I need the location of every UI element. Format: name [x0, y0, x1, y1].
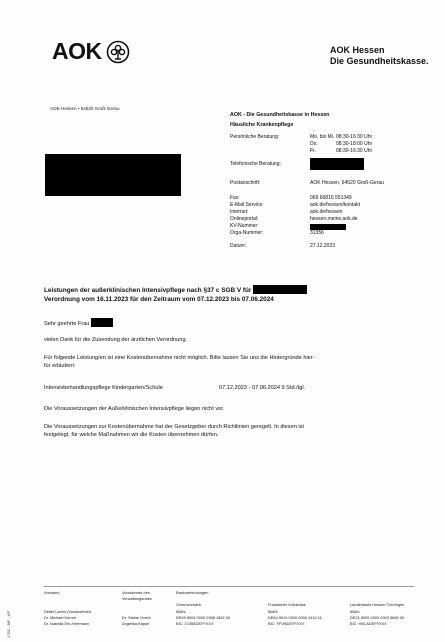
logo-text: AOK [52, 38, 102, 64]
orga-value: 31356 [310, 230, 324, 236]
portal-value: hessen.meine.aok.de [310, 216, 358, 222]
footer-bank-2 [268, 590, 322, 627]
board-member: Detlef Lamm (Vorsitzender) [44, 608, 92, 614]
sender-line: AOK Hessen • 64520 Groß-Gerau [50, 106, 120, 111]
brand-name: AOK Hessen [330, 45, 385, 55]
hours-day: Fr. [310, 148, 316, 154]
board-label: Vorstand [44, 590, 60, 595]
contact-info-block [230, 112, 384, 250]
thanks-paragraph: vielen Dank für die Zusendung der ärztlichen Verordnung. [44, 337, 188, 343]
kv-label: KV-Nummer: [230, 223, 259, 229]
postal-value: AOK Hessen, 64520 Groß-Gerau [310, 180, 384, 186]
hours-time: 08:30-16:30 Uhr [336, 148, 373, 154]
council-label: Verwaltungsrates [122, 596, 152, 602]
conditions-paragraph: Die Voraussetzungen der Außerklinischen Intensivpflege liegen nicht vor. [44, 406, 225, 412]
iban-value: DE84 5019 0000 0000 1410 11 [268, 614, 322, 620]
date-value: 27.12.2023 [310, 243, 336, 249]
subject-block [44, 285, 307, 304]
redacted-patient-name [253, 285, 307, 294]
iban-label: IBAN: [350, 608, 361, 614]
hours-line [310, 148, 372, 155]
service-line [44, 384, 414, 392]
bic-value: BIC: COBADEFFXXX [176, 621, 214, 627]
email-value: aok.de/hessen/kontakt [310, 202, 361, 208]
org-name: AOK - Die Gesundheitskasse in Hessen [230, 112, 330, 118]
guidelines-line-2: festgelegt, für welche Maßnahmen wir die Kosten übernehmen dürfen. [44, 432, 219, 438]
department-name: Häusliche Krankenpflege [230, 122, 294, 128]
side-reference-code: YJ32 - MF - AP [6, 610, 11, 638]
hours-label: Persönliche Beratung: [230, 134, 280, 140]
refusal-line-2: für erläutern: [44, 363, 76, 369]
email-label: E-Mail Service: [230, 202, 264, 208]
bank-name: Frankfurter Volksbank [268, 602, 306, 608]
fax-label: Fax: [230, 195, 240, 201]
hours-day: Mo. bis Mi. [310, 134, 335, 140]
footer-council [122, 590, 152, 627]
bic-value: BIC: FFVBDEFFXXX [268, 621, 305, 627]
aok-tree-emblem-icon [106, 40, 130, 64]
council-member: Angelika Kappe [122, 621, 150, 627]
postal-row [230, 180, 384, 187]
refusal-line-1: Für folgende Leistung/en ist eine Kostenübernahme nicht möglich. Bitte lassen Sie uns die Hintergründe hier- [44, 355, 315, 361]
subject-line-1: Leistungen der außerklinischen Intensivpflege nach §37 c SGB V für [44, 287, 252, 294]
footer-bank-3 [350, 590, 404, 627]
salutation-text: Sehr geehrte Frau [44, 321, 90, 327]
hours-time: 08:30-16:30 Uhr [336, 134, 373, 140]
brand-tagline: Die Gesundheitskasse. [330, 56, 429, 66]
service-name: Intensivbehandlungspflege Kindergarten/Schule [44, 385, 163, 391]
iban-label: IBAN: [176, 608, 187, 614]
salutation [44, 318, 414, 328]
hours-line [310, 134, 372, 141]
guidelines-line-1: Die Voraussetzungen zur Kostenübernahme hat der Gesetzgeber durch Richtlinien geregelt. In diesen ist [44, 424, 304, 430]
footer-bank-1 [176, 590, 230, 627]
phone-label: Telefonische Beratung: [230, 161, 281, 167]
iban-value: DE21 5005 0000 0003 5660 09 [350, 614, 405, 620]
hours-row [230, 134, 384, 155]
aok-logo [52, 38, 130, 65]
internet-label: Internet: [230, 209, 249, 215]
brand-block [330, 45, 429, 67]
redacted-recipient-address [45, 154, 181, 196]
board-member: Dr. Isabella Erb-Herrmann [44, 621, 90, 627]
portal-row [230, 216, 384, 223]
phone-row [230, 161, 384, 170]
internet-value: aok.de/hessen [310, 209, 343, 215]
council-member: Dr. Stefan Hoehl [122, 614, 151, 620]
bank-name: Landesbank Hessen-Thüringen [350, 602, 405, 608]
orga-label: Orga-Nummer: [230, 230, 264, 236]
bic-value: BIC: HELADEFFXXX [350, 621, 387, 627]
bank-name: Commerzbank [176, 602, 202, 608]
bank-label: Bankverbindungen [176, 590, 209, 595]
redacted-phone [310, 158, 364, 170]
footer-board [44, 590, 91, 627]
guidelines-paragraph [44, 423, 414, 439]
orga-row [230, 230, 384, 237]
postal-label: Postanschrift: [230, 180, 261, 186]
refusal-paragraph [44, 354, 414, 370]
iban-label: IBAN: [268, 608, 279, 614]
date-row [230, 243, 384, 250]
subject-line-2: Verordnung vom 16.11.2023 für den Zeitraum vom 07.12.2023 bis 07.06.2024 [44, 296, 274, 303]
board-member: Dr. Michael Kerner [44, 614, 77, 620]
fax-value: 069 66816 551349 [310, 195, 352, 201]
hours-time: 08:30-18:00 Uhr [336, 141, 373, 147]
council-label: Vorsitzende des [122, 590, 150, 595]
service-period: 07.12.2023 - 07.06.2024 9 Std./tgl. [219, 385, 306, 391]
internet-row [230, 209, 384, 216]
portal-label: Onlineportal: [230, 216, 259, 222]
hours-day: Do. [310, 141, 318, 147]
date-label: Datum: [230, 243, 247, 249]
kv-row [230, 223, 384, 230]
email-row [230, 202, 384, 209]
hours-line [310, 141, 372, 148]
fax-row [230, 195, 384, 202]
footer-divider [44, 586, 414, 587]
subject-line [44, 285, 307, 295]
iban-value: DE69 5004 0000 0398 1802 00 [176, 614, 231, 620]
redacted-salutation-name [91, 318, 113, 327]
